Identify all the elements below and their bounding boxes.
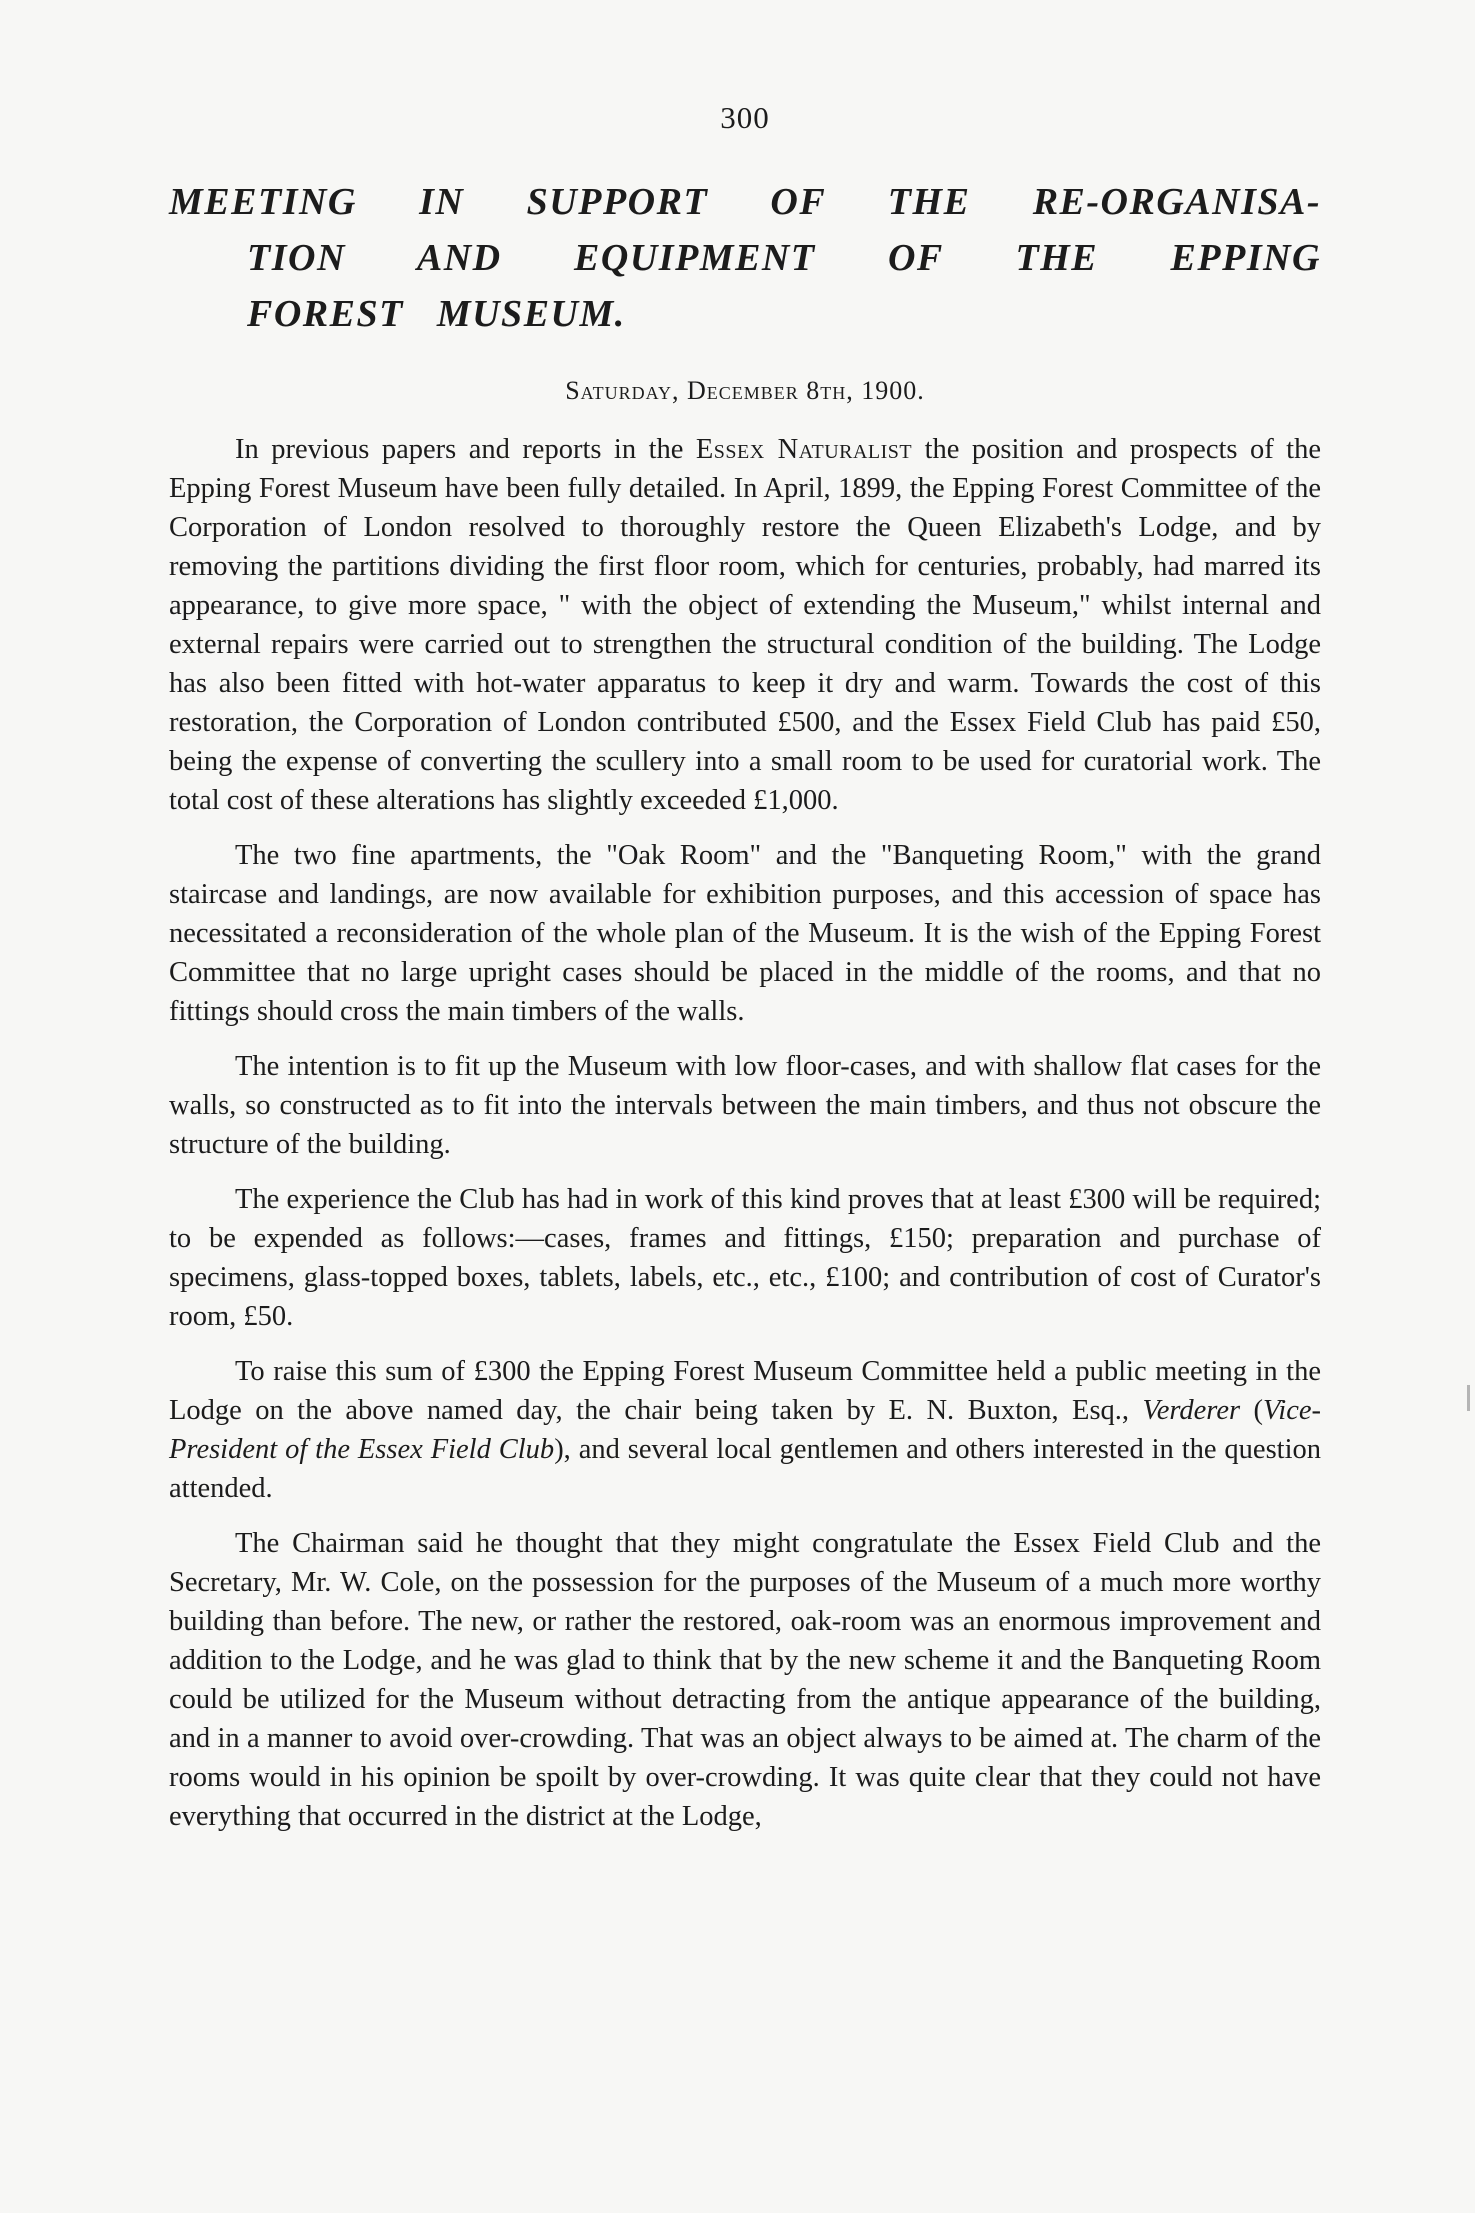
title-verderer: Verderer xyxy=(1142,1395,1241,1426)
title-line-2: TION AND EQUIPMENT OF THE EPPING xyxy=(247,237,1321,279)
title-line-1: MEETING IN SUPPORT OF THE RE-ORGANISA- xyxy=(169,181,1321,223)
paragraph-5-text-c: ), and several local gentlemen and others interested in the question attended. xyxy=(169,1434,1322,1504)
paragraph-2: The two fine apartments, the "Oak Room" and the "Banqueting Room," with the grand staircase and landings, are now available for exhibition purposes, and this accession of space has necessitated a reconsideration of the whole plan of the Museum. It is the wish of the Epping Forest Committee that no large upright cases should be placed in the middle of the rooms, and that no fittings should cross the main timbers of the walls. xyxy=(169,840,1321,1027)
title-vice-president: Vice-President of the Essex Field Club xyxy=(169,1395,1322,1465)
paragraph-5 xyxy=(169,1352,1321,1508)
document-page xyxy=(169,100,1321,1852)
paragraph-5-text-a: To raise this sum of £300 the Epping Forest Museum Committee held a public meeting in the Lodge on the above named day, the chair being taken by E. N. Buxton, Esq., xyxy=(169,1356,1321,1426)
paragraph-1-text-b: the position and prospects of the Epping Forest Museum have been fully detailed. In April, 1899, the Epping Forest Committee of the Corporation of London resolved to thoroughly restore the Queen Elizabeth's Lodge, and by removing the partitions dividing the first floor room, which for centuries, probably, had marred its appearance, to give more space, " with the object of extending the Museum," whilst internal and external repairs were carried out to strengthen the structural condition of the building. The Lodge has also been fitted with hot-water apparatus to keep it dry and warm. Towards the cost of this restoration, the Corporation of London contributed £500, and the Essex Field Club has paid £50, being the expense of converting the scullery into a small room to be used for curatorial work. The total cost of these alterations has slightly exceeded £1,000. xyxy=(169,434,1321,816)
paragraph-3: The intention is to fit up the Museum with low floor-cases, and with shallow flat cases for the walls, so constructed as to fit into the intervals between the main timbers, and thus not obscure the structure of the building. xyxy=(169,1051,1321,1160)
margin-mark xyxy=(1467,1385,1470,1411)
article-title xyxy=(169,174,1321,342)
title-line-3: FOREST MUSEUM. xyxy=(247,293,626,335)
paragraph-1 xyxy=(169,430,1321,820)
paragraph-4: The experience the Club has had in work of this kind proves that at least £300 will be required; to be expended as follows:—cases, frames and fittings, £150; preparation and purchase of specimens, glass-topped boxes, tablets, labels, etc., etc., £100; and contribution of cost of Curator's room, £50. xyxy=(169,1184,1321,1332)
paragraph-5-text-b: ( xyxy=(1240,1395,1263,1426)
paragraph-6: The Chairman said he thought that they might congratulate the Essex Field Club and the Secretary, Mr. W. Cole, on the possession for the purposes of the Museum of a much more worthy building than before. The new, or rather the restored, oak-room was an enormous improvement and addition to the Lodge, and he was glad to think that by the new scheme it and the Banqueting Room could be utilized for the Museum without detracting from the antique appearance of the building, and in a manner to avoid over-crowding. That was an object always to be aimed at. The charm of the rooms would in his opinion be spoilt by over-crowding. It was quite clear that they could not have everything that occurred in the district at the Lodge, xyxy=(169,1528,1321,1832)
paragraph-1-text-a: In previous papers and reports in the xyxy=(235,434,696,465)
meeting-date: Saturday, December 8th, 1900. xyxy=(565,376,925,405)
journal-name: Essex Naturalist xyxy=(695,434,913,465)
page-number: 300 xyxy=(720,100,770,135)
